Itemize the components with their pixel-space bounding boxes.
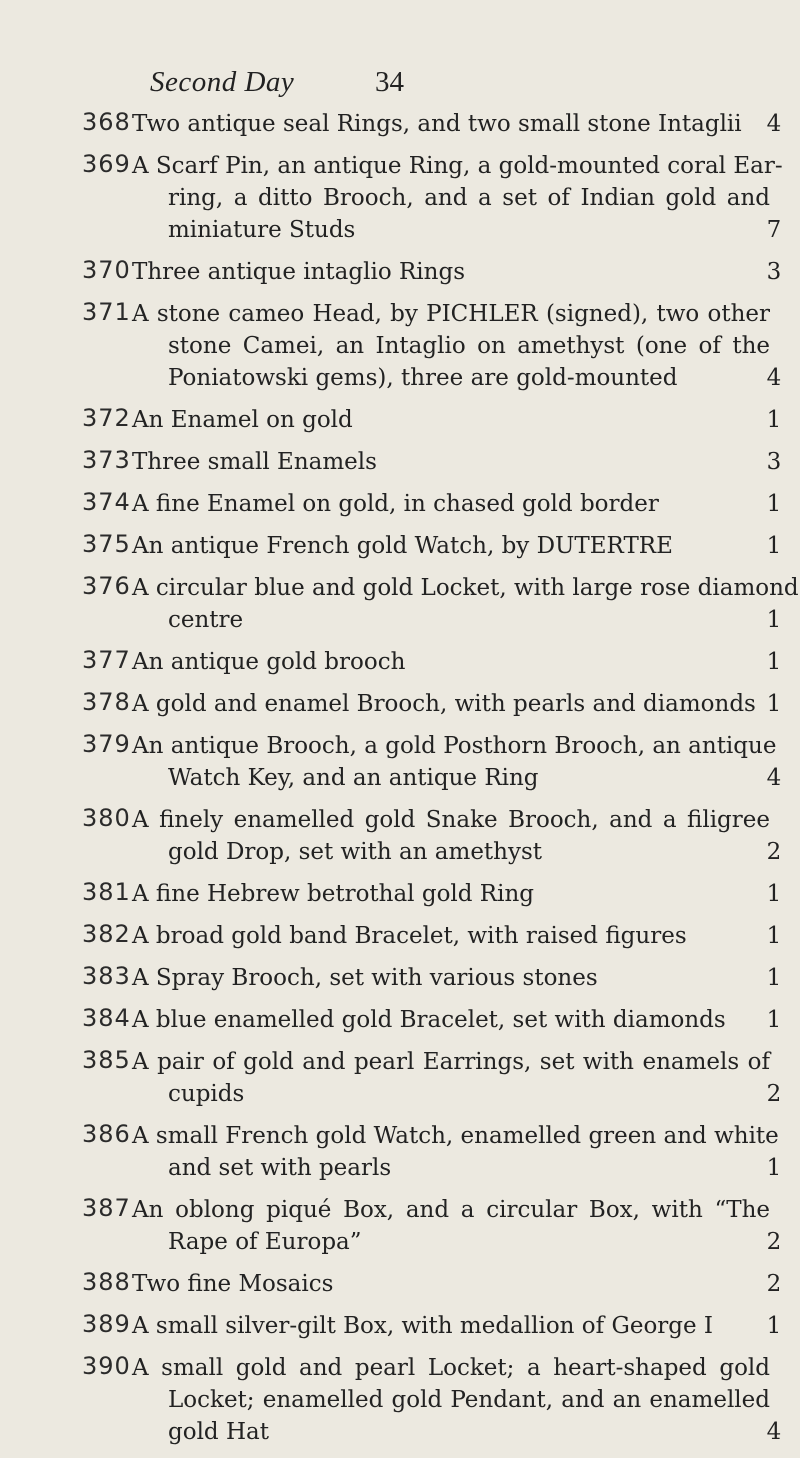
lot-entry — [0, 298, 800, 394]
lot-number: 371 — [82, 298, 131, 326]
lot-line — [0, 150, 800, 182]
lot-description: gold Hat — [168, 1419, 269, 1445]
lot-quantity: 1 — [766, 407, 782, 433]
lot-description: An antique Brooch, a gold Posthorn Brooch, an antique — [132, 733, 777, 759]
lot-line — [0, 1310, 800, 1342]
lot-number: 387 — [82, 1194, 131, 1222]
lot-line — [0, 836, 800, 868]
lot-quantity: 1 — [766, 649, 782, 675]
lot-entry — [0, 688, 800, 720]
lot-description: A Scarf Pin, an antique Ring, a gold-mounted coral Ear- — [132, 153, 783, 179]
lot-description: stone Camei, an Intaglio on amethyst (one of the — [168, 333, 770, 359]
lot-line — [0, 404, 800, 436]
lot-number: 368 — [82, 108, 131, 136]
lot-quantity: 7 — [766, 217, 782, 243]
lot-description: Locket; enamelled gold Pendant, and an enamelled — [168, 1387, 770, 1413]
lot-line — [0, 646, 800, 678]
lot-line — [0, 488, 800, 520]
lot-line — [0, 1046, 800, 1078]
lot-quantity: 2 — [766, 839, 782, 865]
lot-entry — [0, 1310, 800, 1342]
lot-description: An antique French gold Watch, by DUTERTRE — [132, 533, 673, 559]
lot-line — [0, 878, 800, 910]
lot-entry — [0, 730, 800, 794]
lot-line — [0, 1078, 800, 1110]
lot-line — [0, 1152, 800, 1184]
lot-entry — [0, 920, 800, 952]
lot-entry — [0, 108, 800, 140]
lot-number: 378 — [82, 688, 131, 716]
lot-description: Rape of Europa” — [168, 1229, 362, 1255]
lot-quantity: 1 — [766, 881, 782, 907]
lot-description: A Spray Brooch, set with various stones — [132, 965, 598, 991]
lot-description: ring, a ditto Brooch, and a set of Indian gold and — [168, 185, 770, 211]
lot-entry — [0, 150, 800, 246]
lot-entry — [0, 878, 800, 910]
lot-number: 372 — [82, 404, 131, 432]
lot-quantity: 1 — [766, 923, 782, 949]
lot-quantity: 1 — [766, 965, 782, 991]
lot-description: Watch Key, and an antique Ring — [168, 765, 539, 791]
lot-description: A stone cameo Head, by PICHLER (signed), two other — [132, 301, 770, 327]
lot-number: 370 — [82, 256, 131, 284]
lot-description: Three antique intaglio Rings — [132, 259, 465, 285]
lot-line — [0, 108, 800, 140]
lot-quantity: 2 — [766, 1271, 782, 1297]
lot-description: miniature Studs — [168, 217, 356, 243]
lot-quantity: 1 — [766, 607, 782, 633]
lot-line — [0, 730, 800, 762]
lot-entry — [0, 572, 800, 636]
lot-line — [0, 572, 800, 604]
lot-line — [0, 804, 800, 836]
lot-line — [0, 920, 800, 952]
lot-entry — [0, 1268, 800, 1300]
lot-number: 381 — [82, 878, 131, 906]
lot-description: A fine Hebrew betrothal gold Ring — [132, 881, 535, 907]
lot-entry — [0, 646, 800, 678]
lot-description: A fine Enamel on gold, in chased gold border — [132, 491, 659, 517]
lot-description: An Enamel on gold — [132, 407, 353, 433]
lot-quantity: 1 — [766, 691, 782, 717]
section-title: Second Day — [150, 66, 295, 98]
lot-number: 383 — [82, 962, 131, 990]
lot-quantity: 3 — [766, 449, 782, 475]
lot-number: 382 — [82, 920, 131, 948]
lot-description: A broad gold band Bracelet, with raised figures — [132, 923, 687, 949]
lot-quantity: 1 — [766, 491, 782, 517]
lot-description: and set with pearls — [168, 1155, 392, 1181]
lot-entry — [0, 256, 800, 288]
lot-number: 390 — [82, 1352, 131, 1380]
lot-line — [0, 330, 800, 362]
lot-description: A pair of gold and pearl Earrings, set with enamels of — [132, 1049, 770, 1075]
lot-description: A blue enamelled gold Bracelet, set with diamonds — [132, 1007, 726, 1033]
lot-number: 376 — [82, 572, 131, 600]
lot-line — [0, 214, 800, 246]
lot-entry — [0, 962, 800, 994]
lot-quantity: 1 — [766, 1313, 782, 1339]
lot-description: A small French gold Watch, enamelled green and white — [132, 1123, 779, 1149]
lot-entry — [0, 488, 800, 520]
lot-line — [0, 1226, 800, 1258]
lot-quantity: 4 — [766, 765, 782, 791]
lot-quantity: 2 — [766, 1081, 782, 1107]
lot-line — [0, 182, 800, 214]
lot-description: A circular blue and gold Locket, with large rose diamond — [132, 575, 799, 601]
lot-line — [0, 446, 800, 478]
lot-number: 377 — [82, 646, 131, 674]
lot-line — [0, 298, 800, 330]
lot-number: 374 — [82, 488, 131, 516]
lot-line — [0, 1194, 800, 1226]
page-number: 34 — [375, 66, 404, 98]
lot-line — [0, 1004, 800, 1036]
lot-number: 379 — [82, 730, 131, 758]
lot-line — [0, 688, 800, 720]
lot-number: 369 — [82, 150, 131, 178]
lot-description: A small silver-gilt Box, with medallion of George I — [132, 1313, 714, 1339]
lot-number: 375 — [82, 530, 131, 558]
lot-line — [0, 604, 800, 636]
lot-description: A small gold and pearl Locket; a heart-shaped gold — [132, 1355, 770, 1381]
lot-quantity: 1 — [766, 1155, 782, 1181]
lot-number: 386 — [82, 1120, 131, 1148]
lot-line — [0, 1120, 800, 1152]
page-header — [110, 62, 800, 102]
lot-number: 385 — [82, 1046, 131, 1074]
lot-line — [0, 1416, 800, 1448]
lot-line — [0, 530, 800, 562]
lot-description: A finely enamelled gold Snake Brooch, and a filigree — [132, 807, 770, 833]
lot-quantity: 4 — [766, 365, 782, 391]
lot-quantity: 4 — [766, 1419, 782, 1445]
lot-line — [0, 762, 800, 794]
lot-list — [0, 108, 800, 1458]
lot-description: gold Drop, set with an amethyst — [168, 839, 543, 865]
lot-number: 389 — [82, 1310, 131, 1338]
lot-entry — [0, 1352, 800, 1448]
lot-description: cupids — [168, 1081, 245, 1107]
lot-number: 373 — [82, 446, 131, 474]
lot-entry — [0, 804, 800, 868]
lot-number: 384 — [82, 1004, 131, 1032]
lot-entry — [0, 1120, 800, 1184]
lot-description: A gold and enamel Brooch, with pearls and diamonds — [132, 691, 756, 717]
lot-description: Three small Enamels — [132, 449, 377, 475]
lot-description: An antique gold brooch — [132, 649, 406, 675]
lot-quantity: 1 — [766, 533, 782, 559]
lot-line — [0, 362, 800, 394]
lot-entry — [0, 1194, 800, 1258]
lot-number: 380 — [82, 804, 131, 832]
lot-quantity: 1 — [766, 1007, 782, 1033]
lot-quantity: 2 — [766, 1229, 782, 1255]
lot-line — [0, 962, 800, 994]
lot-line — [0, 1268, 800, 1300]
lot-entry — [0, 1004, 800, 1036]
lot-line — [0, 1384, 800, 1416]
lot-quantity: 4 — [766, 111, 782, 137]
lot-line — [0, 256, 800, 288]
lot-entry — [0, 1046, 800, 1110]
lot-description: Poniatowski gems), three are gold-mounted — [168, 365, 678, 391]
lot-quantity: 3 — [766, 259, 782, 285]
lot-description: Two antique seal Rings, and two small stone Intaglii — [132, 111, 742, 137]
lot-entry — [0, 404, 800, 436]
lot-entry — [0, 446, 800, 478]
lot-description: Two fine Mosaics — [132, 1271, 334, 1297]
lot-entry — [0, 530, 800, 562]
lot-line — [0, 1352, 800, 1384]
lot-number: 388 — [82, 1268, 131, 1296]
lot-description: An oblong piqué Box, and a circular Box, with “The — [132, 1197, 770, 1223]
lot-description: centre — [168, 607, 244, 633]
